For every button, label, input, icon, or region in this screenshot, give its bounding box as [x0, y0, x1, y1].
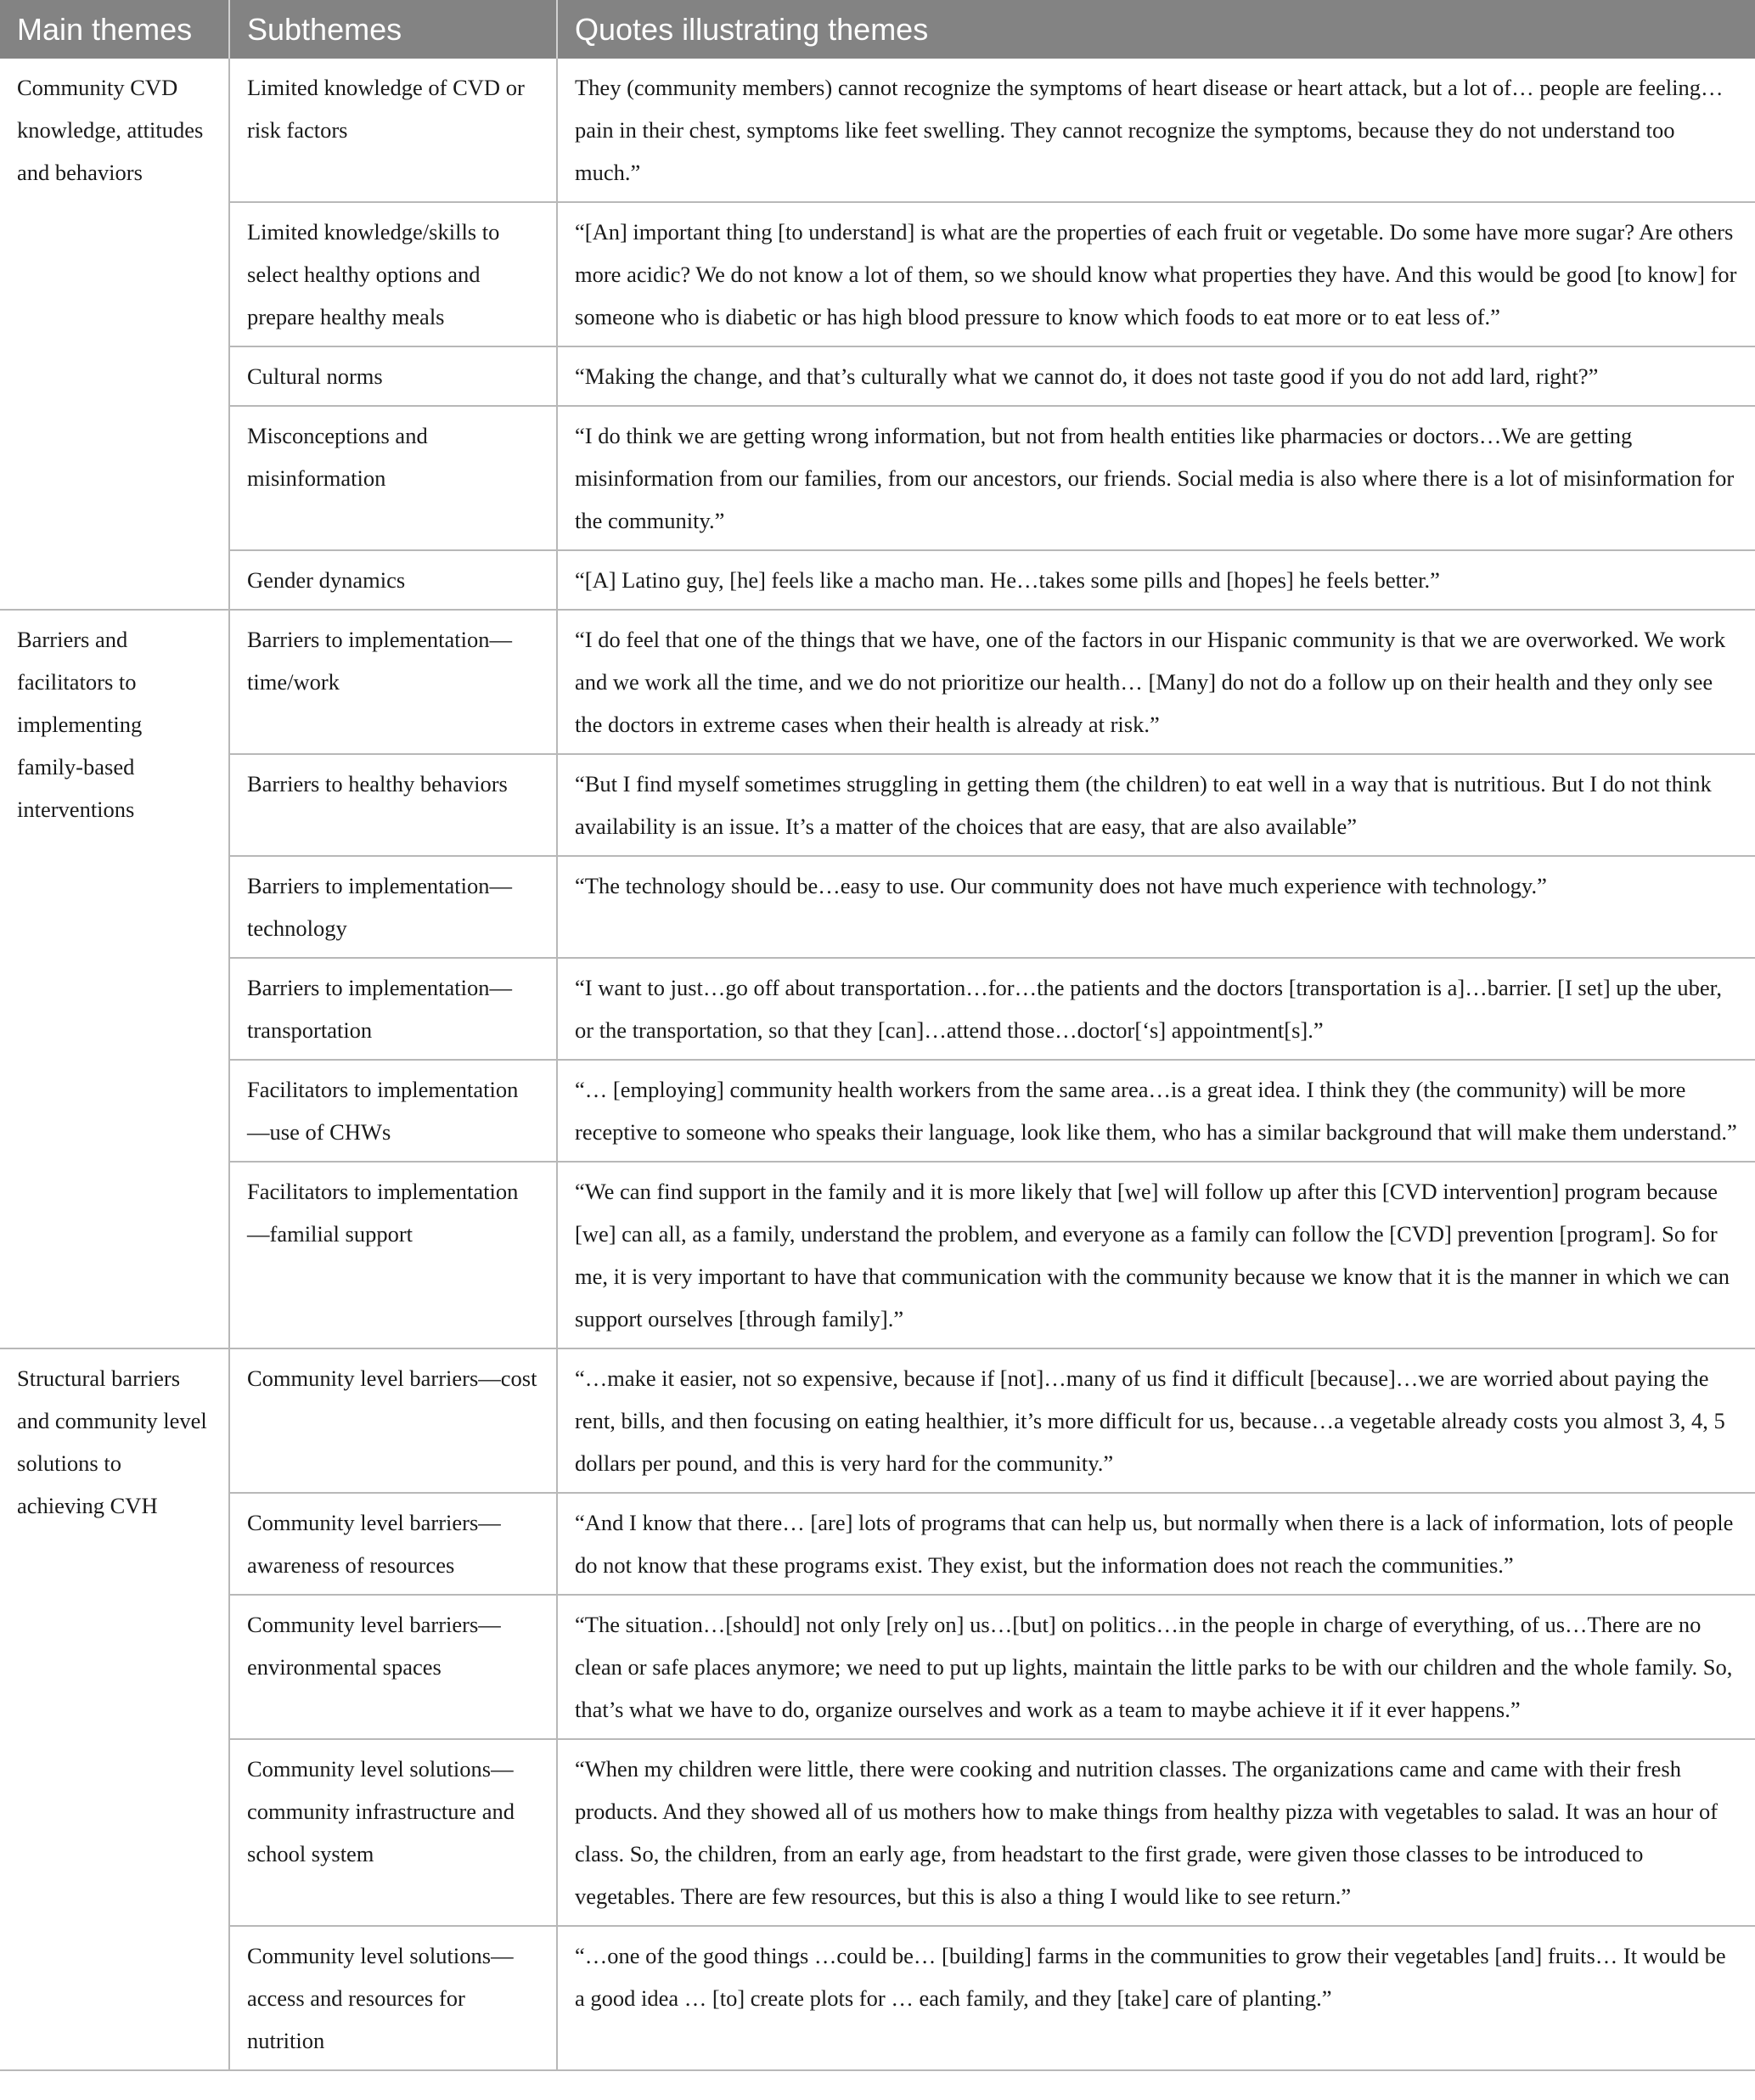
table-body	[0, 59, 1755, 2070]
subtheme-cell: Facilitators to implementation—familial support	[229, 1162, 557, 1348]
header-quotes: Quotes illustrating themes	[557, 0, 1755, 59]
quote-cell: “When my children were little, there were cooking and nutrition classes. The organizations came and came with their fresh products. And they showed all of us mothers how to make things from healthy pizza with vegetables to salad. It was an hour of class. So, the children, from an early age, from headstart to the first grade, were given those classes to be introduced to vegetables. There are few resources, but this is also a thing I would like to see return.”	[557, 1739, 1755, 1926]
quote-cell: “…make it easier, not so expensive, because if [not]…many of us find it difficult [because]…we are worried about paying the rent, bills, and then focusing on eating healthier, it’s more difficult for us, because…a vegetable already costs you almost 3, 4, 5 dollars per pound, and this is very hard for the community.”	[557, 1348, 1755, 1493]
header-subthemes: Subthemes	[229, 0, 557, 59]
subtheme-cell: Community level barriers—awareness of resources	[229, 1493, 557, 1595]
table-row	[0, 958, 1755, 1060]
quote-cell: “… [employing] community health workers from the same area…is a great idea. I think they (the community) will be more receptive to someone who speaks their language, look like them, who has a similar background that will make them understand.”	[557, 1060, 1755, 1162]
table-row	[0, 550, 1755, 610]
quote-cell: “I do think we are getting wrong information, but not from health entities like pharmacies or doctors…We are getting misinformation from our families, from our ancestors, our friends. Social media is also where there is a lot of misinformation for the community.”	[557, 406, 1755, 550]
subtheme-cell: Gender dynamics	[229, 550, 557, 610]
table-row	[0, 202, 1755, 346]
table-row	[0, 1162, 1755, 1348]
subtheme-cell: Limited knowledge of CVD or risk factors	[229, 59, 557, 202]
subtheme-cell: Facilitators to implementation—use of CHWs	[229, 1060, 557, 1162]
table-row	[0, 1926, 1755, 2070]
table-row	[0, 1493, 1755, 1595]
table-row	[0, 1739, 1755, 1926]
quote-cell: “The technology should be…easy to use. Our community does not have much experience with technology.”	[557, 856, 1755, 958]
subtheme-cell: Cultural norms	[229, 346, 557, 406]
table-row	[0, 1060, 1755, 1162]
table-row	[0, 856, 1755, 958]
subtheme-cell: Barriers to implementation—technology	[229, 856, 557, 958]
subtheme-cell: Misconceptions and misinformation	[229, 406, 557, 550]
table-row	[0, 610, 1755, 754]
header-main-themes: Main themes	[0, 0, 229, 59]
quote-cell: “[A] Latino guy, [he] feels like a macho man. He…takes some pills and [hopes] he feels better.”	[557, 550, 1755, 610]
subtheme-cell: Community level solutions—access and resources for nutrition	[229, 1926, 557, 2070]
quote-cell: “And I know that there… [are] lots of programs that can help us, but normally when there is a lack of information, lots of people do not know that these programs exist. They exist, but the information does not reach the communities.”	[557, 1493, 1755, 1595]
subtheme-cell: Barriers to implementation—time/work	[229, 610, 557, 754]
table-header	[0, 0, 1755, 59]
table-row	[0, 754, 1755, 856]
table-row	[0, 346, 1755, 406]
quote-cell: They (community members) cannot recognize the symptoms of heart disease or heart attack, but a lot of… people are feeling… pain in their chest, symptoms like feet swelling. They cannot recognize the symptoms, because they do not understand too much.”	[557, 59, 1755, 202]
quote-cell: “…one of the good things …could be… [building] farms in the communities to grow their vegetables [and] fruits… It would be a good idea … [to] create plots for … each family, and they [take] care of planting.”	[557, 1926, 1755, 2070]
subtheme-cell: Barriers to implementation—transportation	[229, 958, 557, 1060]
table-row	[0, 1348, 1755, 1493]
table-row	[0, 1595, 1755, 1739]
quote-cell: “I do feel that one of the things that we have, one of the factors in our Hispanic community is that we are overworked. We work and we work all the time, and we do not prioritize our health… [Many] do not do a follow up on their health and they only see the doctors in extreme cases when their health is already at risk.”	[557, 610, 1755, 754]
subtheme-cell: Limited knowledge/skills to select healthy options and prepare healthy meals	[229, 202, 557, 346]
quote-cell: “[An] important thing [to understand] is what are the properties of each fruit or vegetable. Do some have more sugar? Are others more acidic? We do not know a lot of them, so we should know what properties they have. And this would be good [to know] for someone who is diabetic or has high blood pressure to know which foods to eat more or to eat less of.”	[557, 202, 1755, 346]
quote-cell: “We can find support in the family and it is more likely that [we] will follow up after this [CVD intervention] program because [we] can all, as a family, understand the problem, and everyone as a family can follow the [CVD] prevention [program]. So for me, it is very important to have that communication with the community because we know that it is the manner in which we can support ourselves [through family].”	[557, 1162, 1755, 1348]
main-theme-cell: Structural barriers and community level solutions to achieving CVH	[0, 1348, 229, 2070]
main-theme-cell: Barriers and facilitators to implementing family-based interventions	[0, 610, 229, 1348]
quote-cell: “But I find myself sometimes struggling in getting them (the children) to eat well in a way that is nutritious. But I do not think availability is an issue. It’s a matter of the choices that are easy, that are also available”	[557, 754, 1755, 856]
quote-cell: “I want to just…go off about transportation…for…the patients and the doctors [transportation is a]…barrier. [I set] up the uber, or the transportation, so that they [can]…attend those…doctor[‘s] appointment[s].”	[557, 958, 1755, 1060]
quote-cell: “The situation…[should] not only [rely on] us…[but] on politics…in the people in charge of everything, of us…There are no clean or safe places anymore; we need to put up lights, maintain the little parks to be with our children and the whole family. So, that’s what we have to do, organize ourselves and work as a team to maybe achieve it if it ever happens.”	[557, 1595, 1755, 1739]
table-row	[0, 59, 1755, 202]
subtheme-cell: Community level solutions—community infrastructure and school system	[229, 1739, 557, 1926]
subtheme-cell: Barriers to healthy behaviors	[229, 754, 557, 856]
subtheme-cell: Community level barriers—cost	[229, 1348, 557, 1493]
main-theme-cell: Community CVD knowledge, attitudes and behaviors	[0, 59, 229, 610]
subtheme-cell: Community level barriers—environmental spaces	[229, 1595, 557, 1739]
table-row	[0, 406, 1755, 550]
header-row	[0, 0, 1755, 59]
quote-cell: “Making the change, and that’s culturally what we cannot do, it does not taste good if you do not add lard, right?”	[557, 346, 1755, 406]
